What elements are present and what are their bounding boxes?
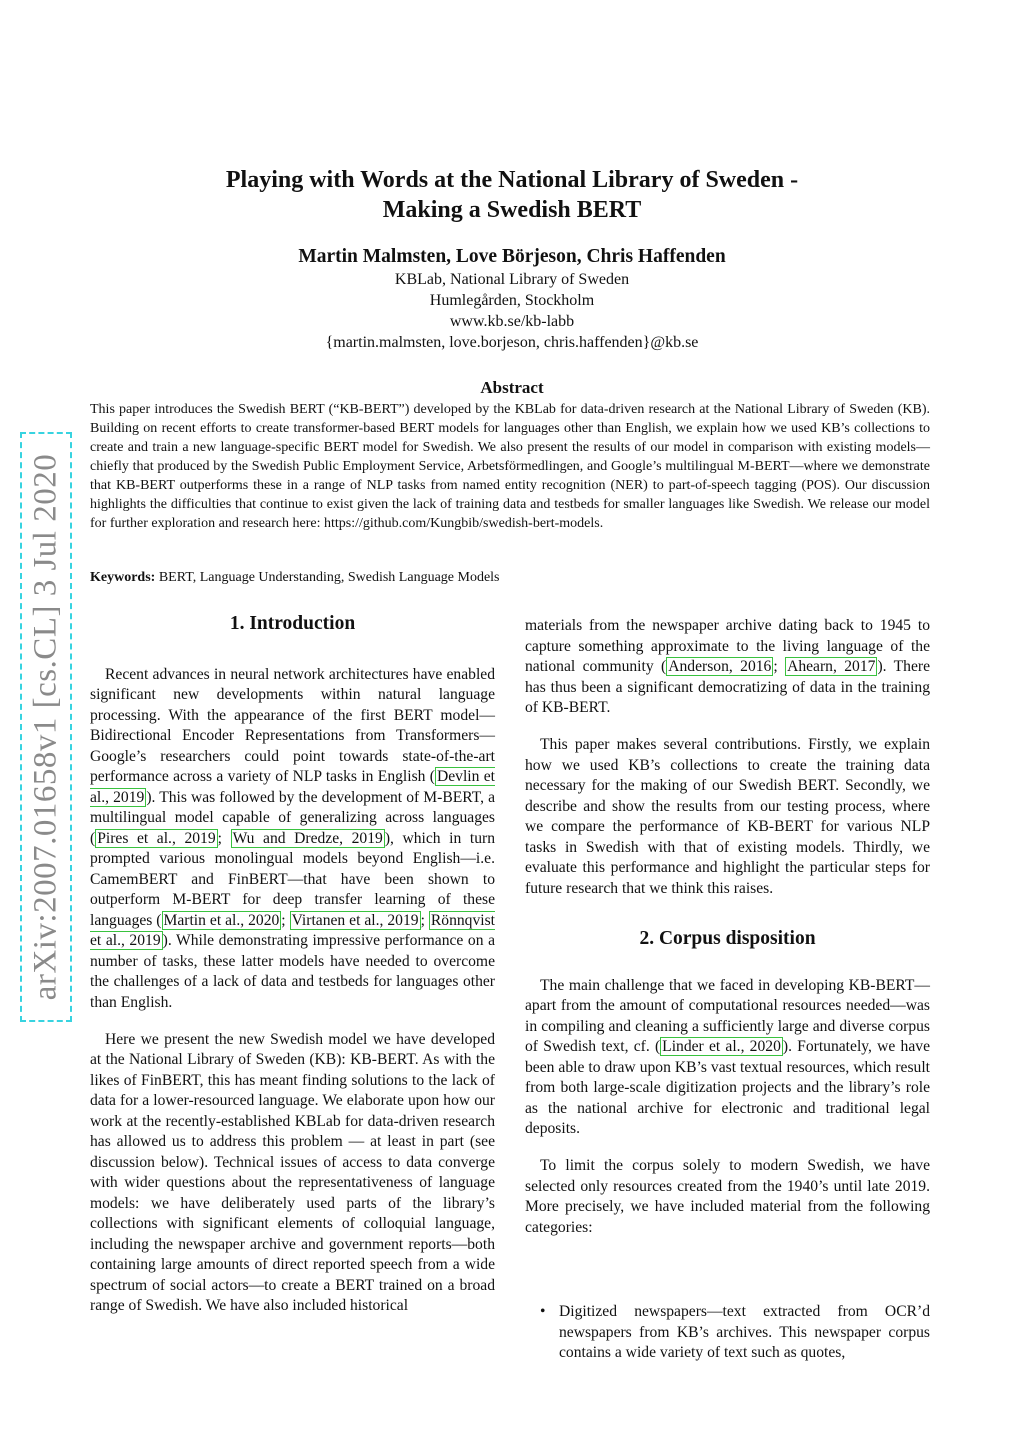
intro-paragraph-4: This paper makes several contributions. Firstly, we explain how we used KB’s collections to create the training data necessary for the making of our Swedish BERT. Secondly, we describe and show the results from our testing process, where we compare the performance of KB-BERT for various NLP tasks in Swedish with that of existing models. Thirdly, we evaluate this performance and highlight the particular steps for future research that we think this raises. <box>525 736 930 897</box>
arxiv-identifier[interactable]: arXiv:2007.01658v1 [cs.CL] 3 Jul 2020 <box>27 453 64 1001</box>
text-run: materials from the newspaper archive dating back to 1945 to capture something approximate to the living language of the national community ( <box>525 617 930 675</box>
abstract-body <box>90 400 930 533</box>
citation-pires-2019[interactable]: Pires et al., 2019 <box>97 829 216 847</box>
text-run: ; <box>420 911 429 929</box>
citation-ahearn-2017[interactable]: Ahearn, 2017 <box>787 658 876 675</box>
website[interactable]: www.kb.se/kb-labb <box>449 313 575 330</box>
left-column <box>90 614 495 1333</box>
text-run: ). Fortunately, we have been able to draw upon KB’s vast textual resources, which result from both large-scale digitization projects and the library’s role as the national archive for electronic and traditional legal deposits. <box>525 1038 930 1137</box>
corpus-paragraph-1 <box>525 976 930 1140</box>
list-item-text: Digitized newspapers—text extracted from OCR’d newspapers from KB’s archives. This newspaper corpus contains a wide variety of text such as quotes, <box>559 1303 930 1361</box>
section-heading-introduction: 1. Introduction <box>229 613 356 634</box>
list-item-digitized-newspapers <box>540 1302 930 1364</box>
text-run: ; <box>281 911 290 929</box>
text-run: ), which in turn prompted various monolingual models beyond English—i.e. CamemBERT and FinBERT—that have been shown to outperform M-BERT for deep transfer learning of these languages ( <box>90 829 496 929</box>
abstract-heading: Abstract <box>480 378 544 397</box>
corpus-paragraph-2: To limit the corpus solely to modern Swedish, we have selected only resources created from the 1940’s until late 2019. More precisely, we have included material from the following categories: <box>525 1157 930 1236</box>
citation-martin-2020[interactable]: Martin et al., 2020 <box>163 911 280 929</box>
citation-wu-dredze-2019[interactable]: Wu and Dredze, 2019 <box>232 829 383 847</box>
paper-title <box>0 165 1024 225</box>
title-line-2: Making a Swedish BERT <box>382 197 642 223</box>
bullet-marker: • <box>540 1303 546 1320</box>
keywords-text: BERT, Language Understanding, Swedish Language Models <box>158 570 500 585</box>
author-list: Martin Malmsten, Love Börjeson, Chris Haffenden <box>298 246 726 267</box>
text-run: The main challenge that we faced in developing KB-BERT—apart from the amount of computational resources needed—was in compiling and cleaning a sufficiently large and diverse corpus of Swedish text, cf. ( <box>525 976 930 1055</box>
arxiv-sidebar <box>20 432 72 1022</box>
author-emails: {martin.malmsten, love.borjeson, chris.haffenden}@kb.se <box>325 334 699 351</box>
citation-anderson-2016[interactable]: Anderson, 2016 <box>668 658 772 675</box>
citation-virtanen-2019[interactable]: Virtanen et al., 2019 <box>291 911 419 929</box>
text-run: ). There has thus been a significant democratizing of data in the training of KB-BERT. <box>525 658 930 716</box>
abstract-text: This paper introduces the Swedish BERT (“KB-BERT”) developed by the KBLab for data-driven research at the National Library of Sweden (KB). Building on recent efforts to create transformer-based BERT models for languages other than English, we explain how we used KB’s collections to create and train a new language-specific BERT model for Swedish. We also present the results of our model in comparison with existing models—chiefly that produced by the Swedish Public Employment Service, Arbetsförmedlingen, and Google’s multilingual M-BERT—where we demonstrate that KB-BERT outperforms these in a range of NLP tasks from named entity recognition (NER) to part-of-speech tagging (POS). Our discussion highlights the difficulties that continue to exist given the lack of training data and testbeds for smaller languages like Swedish. We release our model for further exploration and research here: https://github.com/Kungbib/swedish-bert-models. <box>90 402 930 531</box>
keywords-label: Keywords: <box>90 570 156 585</box>
affiliation: KBLab, National Library of Sweden <box>394 271 630 288</box>
address: Humlegården, Stockholm <box>429 292 595 309</box>
keywords <box>90 570 930 586</box>
title-line-1: Playing with Words at the National Library of Sweden - <box>225 167 799 193</box>
text-run: ; <box>217 829 231 847</box>
section-heading-corpus: 2. Corpus disposition <box>639 928 816 949</box>
citation-ronnqvist-2019[interactable]: Rönnqvist et al., 2019 <box>90 911 495 949</box>
citation-devlin-2019[interactable]: Devlin et al., 2019 <box>90 768 495 806</box>
intro-paragraph-3 <box>525 616 930 719</box>
text-run: ; <box>773 658 786 675</box>
right-column <box>525 616 930 1255</box>
text-run: Recent advances in neural network architectures have enabled significant new developments within natural language processing. With the appearance of the first BERT model—Bidirectional Encoder Representations from Transformers—Google’s researchers could point towards state-of-the-art performance across a variety of NLP tasks in English ( <box>90 665 495 785</box>
citation-linder-2020[interactable]: Linder et al., 2020 <box>662 1038 781 1055</box>
intro-paragraph-2: Here we present the new Swedish model we have developed at the National Library of Sweden (KB): KB-BERT. As with the likes of FinBERT, this has meant finding solutions to the lack of data for a lower-resourced language. We elaborate upon how our work at the recently-established KBLab for data-driven research has allowed us to address this problem — at least in part (see discussion below). Technical issues of access to data converge with wider questions about the representativeness of language models: we have deliberately used parts of the library’s collections with significant elements of colloquial language, including the newspaper archive and government reports—both containing large amounts of direct reported speech from a wide spectrum of social actors—to create a BERT trained on a broad range of Swedish. We have also included historical <box>90 1030 495 1314</box>
intro-paragraph-1 <box>90 665 495 1014</box>
text-run: ). While demonstrating impressive performance on a number of tasks, these latter models have needed to overcome the challenges of a lack of data and testbeds for languages other than English. <box>90 932 495 1011</box>
text-run: ). This was followed by the development of M-BERT, a multilingual model capable of generalizing across languages ( <box>90 788 495 847</box>
